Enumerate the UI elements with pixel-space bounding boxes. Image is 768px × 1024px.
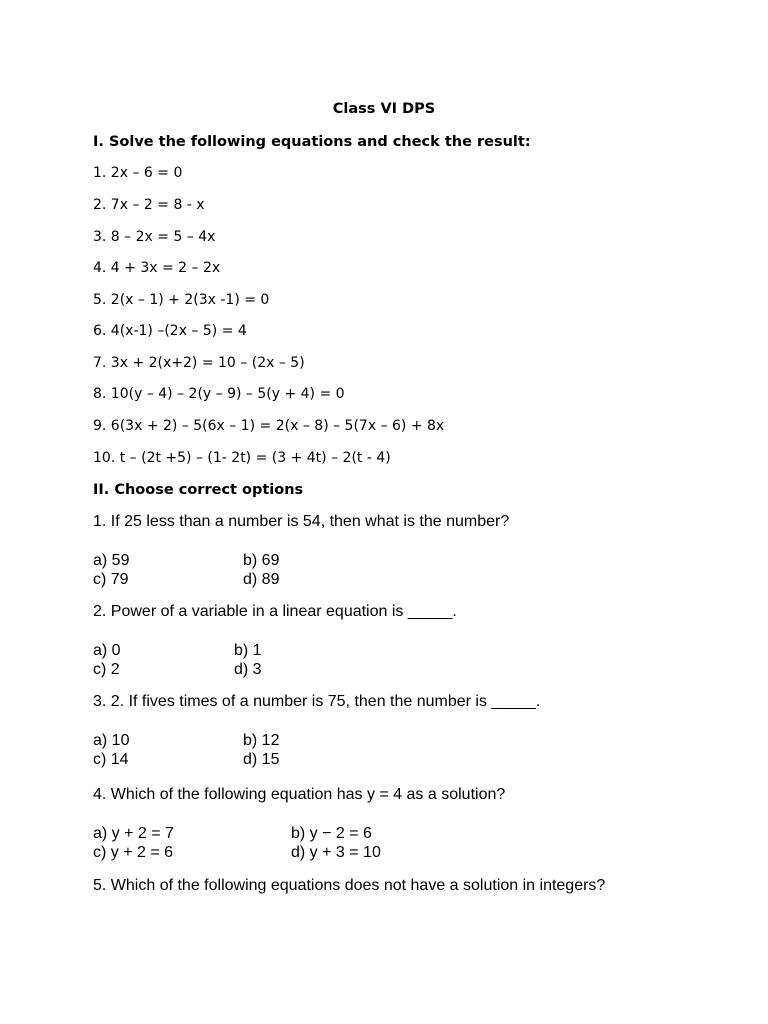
- equation-item: 8. 10(y – 4) – 2(y – 9) – 5(y + 4) = 0: [93, 386, 345, 402]
- option-b: b) 1: [234, 642, 262, 659]
- option-c: c) 14: [93, 751, 129, 768]
- question-text: 3. 2. If fives times of a number is 75, then the number is _____.: [93, 693, 541, 710]
- option-c: c) 79: [93, 571, 129, 588]
- option-b: b) 12: [243, 732, 280, 749]
- option-c: c) y + 2 = 6: [93, 844, 174, 861]
- option-a: a) y + 2 = 7: [93, 825, 174, 842]
- equation-item: 9. 6(3x + 2) – 5(6x – 1) = 2(x – 8) – 5(7x – 6) + 8x: [93, 418, 445, 434]
- option-a: a) 10: [93, 732, 130, 749]
- option-b: b) 69: [243, 552, 280, 569]
- equation-item: 6. 4(x-1) –(2x – 5) = 4: [93, 323, 247, 339]
- question-text: 2. Power of a variable in a linear equation is _____.: [93, 603, 457, 620]
- equation-item: 10. t – (2t +5) – (1- 2t) = (3 + 4t) – 2(t - 4): [93, 450, 391, 466]
- equation-item: 2. 7x – 2 = 8 - x: [93, 197, 205, 213]
- question-text: 1. If 25 less than a number is 54, then what is the number?: [93, 513, 510, 530]
- option-d: d) y + 3 = 10: [291, 844, 381, 861]
- equation-item: 7. 3x + 2(x+2) = 10 – (2x – 5): [93, 355, 305, 371]
- equation-item: 1. 2x – 6 = 0: [93, 165, 183, 181]
- option-c: c) 2: [93, 661, 120, 678]
- equation-item: 5. 2(x – 1) + 2(3x -1) = 0: [93, 292, 270, 308]
- option-b: b) y − 2 = 6: [291, 825, 372, 842]
- equation-item: 3. 8 – 2x = 5 – 4x: [93, 229, 216, 245]
- question-text: 5. Which of the following equations does not have a solution in integers?: [93, 877, 606, 894]
- option-d: d) 89: [243, 571, 280, 588]
- option-d: d) 3: [234, 661, 262, 678]
- option-a: a) 59: [93, 552, 130, 569]
- option-d: d) 15: [243, 751, 280, 768]
- section-2-heading: II. Choose correct options: [93, 482, 304, 498]
- question-text: 4. Which of the following equation has y = 4 as a solution?: [93, 786, 506, 803]
- option-a: a) 0: [93, 642, 121, 659]
- section-1-heading: I. Solve the following equations and check the result:: [93, 134, 531, 150]
- page-title: Class VI DPS: [332, 101, 436, 117]
- equation-item: 4. 4 + 3x = 2 – 2x: [93, 260, 221, 276]
